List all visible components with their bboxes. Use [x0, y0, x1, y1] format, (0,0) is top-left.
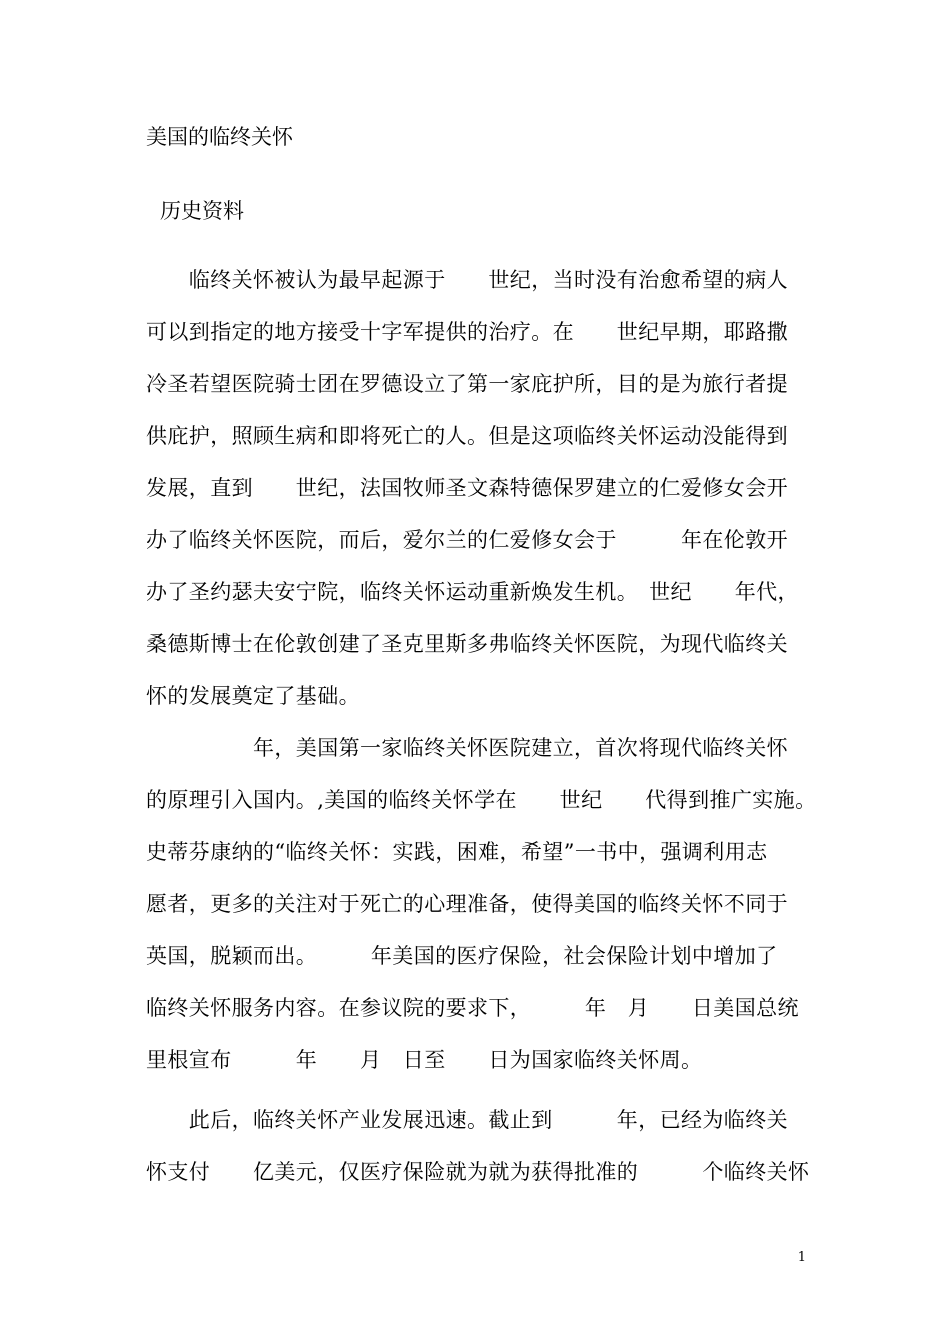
paragraph-2 — [146, 722, 817, 1086]
paragraph-line: 里根宣布 年 月 日至 日为国家临终关怀周。 — [146, 1048, 703, 1072]
paragraph-line: 发展，直到 世纪，法国牧师圣文森特德保罗建立的仁爱修女会开 — [146, 476, 788, 500]
paragraph-line: 桑德斯博士在伦敦创建了圣克里斯多弗临终关怀医院，为现代临终关 — [146, 632, 788, 656]
paragraph-line: 此后，临终关怀产业发展迅速。截止到 年，已经为临终关 — [146, 1108, 788, 1132]
paragraph-line: 年，美国第一家临终关怀医院建立，首次将现代临终关怀 — [146, 736, 788, 760]
paragraph-3 — [146, 1094, 814, 1198]
paragraph-line: 临终关怀被认为最早起源于 世纪，当时没有治愈希望的病人 — [146, 268, 788, 292]
paragraph-line: 怀的发展奠定了基础。 — [146, 684, 360, 708]
paragraph-line: 冷圣若望医院骑士团在罗德设立了第一家庇护所，目的是为旅行者提 — [146, 372, 788, 396]
paragraph-1 — [146, 254, 814, 722]
section-heading: 历史资料 — [160, 199, 244, 223]
paragraph-line: 史蒂芬康纳的“临终关怀：实践，困难，希望”一书中，强调利用志 — [146, 840, 768, 864]
paragraph-line: 供庇护，照顾生病和即将死亡的人。但是这项临终关怀运动没能得到 — [146, 424, 788, 448]
paragraph-line: 怀支付 亿美元，仅医疗保险就为就为获得批准的 个临终关怀 — [146, 1160, 810, 1184]
paragraph-line: 愿者，更多的关注对于死亡的心理准备，使得美国的临终关怀不同于 — [146, 892, 788, 916]
paragraph-line: 临终关怀服务内容。在参议院的要求下， 年 月 日美国总统 — [146, 996, 799, 1020]
document-title: 美国的临终关怀 — [146, 125, 293, 149]
paragraph-line: 可以到指定的地方接受十字军提供的治疗。在 世纪早期，耶路撒 — [146, 320, 788, 344]
paragraph-line: 办了圣约瑟夫安宁院，临终关怀运动重新焕发生机。 世纪 年代， — [146, 580, 799, 604]
page-number: 1 — [797, 1250, 806, 1265]
paragraph-line: 的原理引入国内。,美国的临终关怀学在 世纪 代得到推广实施。 — [146, 788, 817, 812]
paragraph-line: 英国，脱颖而出。 年美国的医疗保险，社会保险计划中增加了 — [146, 944, 778, 968]
paragraph-line: 办了临终关怀医院，而后，爱尔兰的仁爱修女会于 年在伦敦开 — [146, 528, 788, 552]
